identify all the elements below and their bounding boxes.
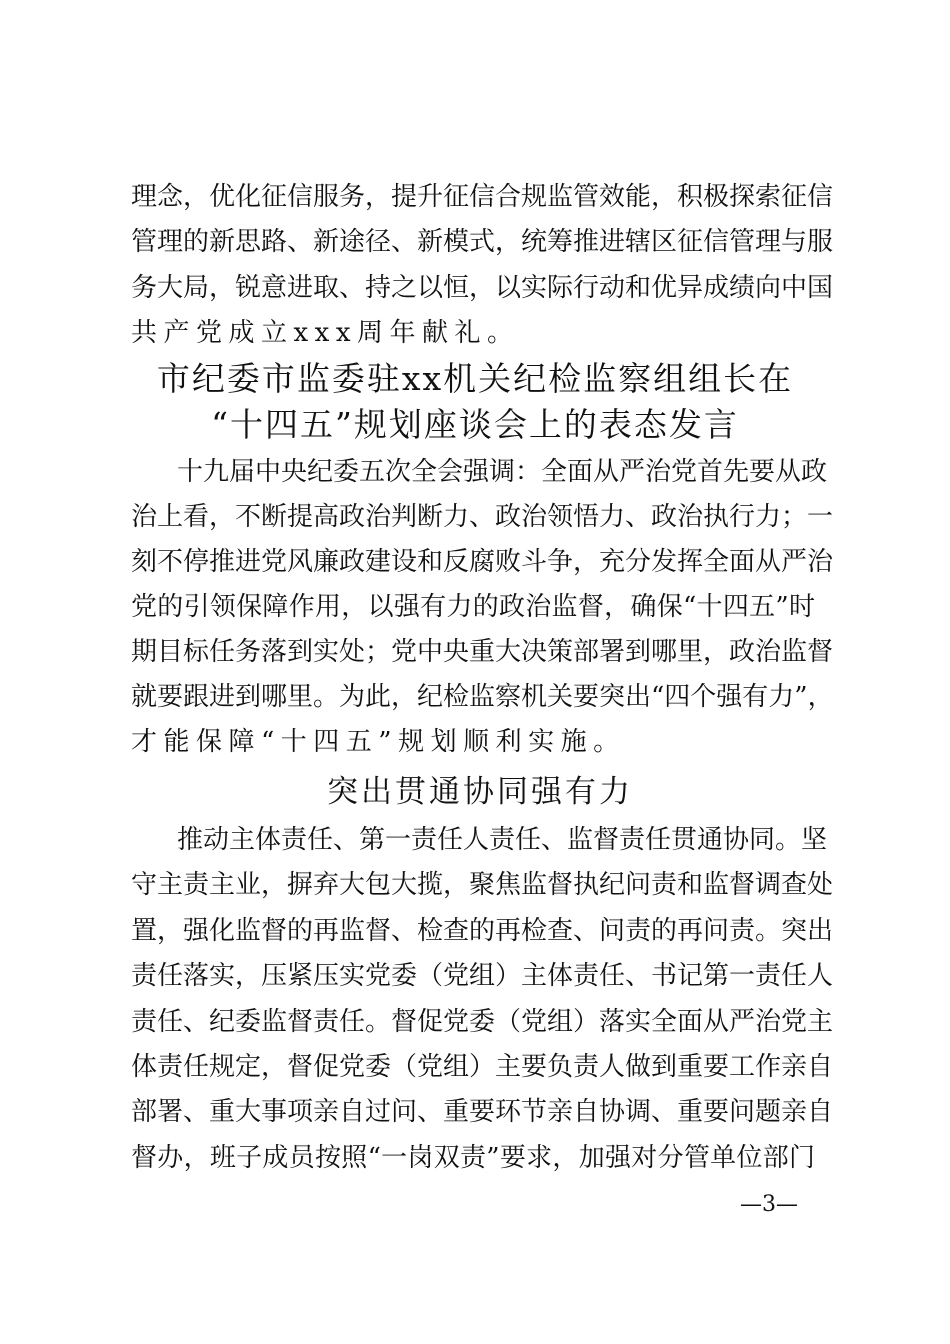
body-text-line: 督办，班子成员按照“一岗双责”要求，加强对分管单位部门 bbox=[131, 1143, 815, 1173]
body-text-line: 理念，优化征信服务，提升征信合规监管效能，积极探索征信 bbox=[131, 182, 834, 212]
body-text-line: 务大局，锐意进取、持之以恒，以实际行动和优异成绩向中国 bbox=[131, 273, 834, 303]
body-text-line: 责任、纪委监督责任。督促党委（党组）落实全面从严治党主 bbox=[131, 1007, 834, 1037]
body-text-line: 才能保障“十四五”规划顺利实施。 bbox=[131, 727, 626, 757]
body-text-line: 期目标任务落到实处；党中央重大决策部署到哪里，政治监督 bbox=[131, 637, 834, 667]
body-text-line: 管理的新思路、新途径、新模式，统筹推进辖区征信管理与服 bbox=[131, 227, 834, 257]
body-text-line: 责任落实，压紧压实党委（党组）主体责任、书记第一责任人 bbox=[131, 961, 834, 991]
body-text-line: 十九届中央纪委五次全会强调：全面从严治党首先要从政 bbox=[177, 457, 828, 487]
body-text-line: 就要跟进到哪里。为此，纪检监察机关要突出“四个强有力”， bbox=[131, 682, 834, 712]
page-number: —3— bbox=[740, 1192, 798, 1217]
body-text-line: 推动主体责任、第一责任人责任、监督责任贯通协同。坚 bbox=[177, 825, 828, 855]
body-text-line: 置，强化监督的再监督、检查的再检查、问责的再问责。突出 bbox=[131, 916, 834, 946]
body-text-line: 刻不停推进党风廉政建设和反腐败斗争，充分发挥全面从严治 bbox=[131, 547, 834, 577]
document-title-line: “十四五”规划座谈会上的表态发言 bbox=[211, 405, 739, 444]
body-text-line: 守主责主业，摒弃大包大揽，聚焦监督执纪问责和监督调查处 bbox=[131, 870, 834, 900]
body-text-line: 部署、重大事项亲自过问、重要环节亲自协调、重要问题亲自 bbox=[131, 1097, 834, 1127]
body-text-line: 治上看，不断提高政治判断力、政治领悟力、政治执行力；一 bbox=[131, 502, 834, 532]
body-text-line: 共产党成立xxx周年献礼。 bbox=[131, 318, 520, 348]
body-text-line: 体责任规定，督促党委（党组）主要负责人做到重要工作亲自 bbox=[131, 1052, 834, 1082]
document-title-line: 市纪委市监委驻xx机关纪检监察组组长在 bbox=[156, 359, 794, 398]
body-text-line: 党的引领保障作用，以强有力的政治监督，确保“十四五”时 bbox=[131, 592, 815, 622]
section-heading: 突出贯通协同强有力 bbox=[327, 774, 633, 810]
